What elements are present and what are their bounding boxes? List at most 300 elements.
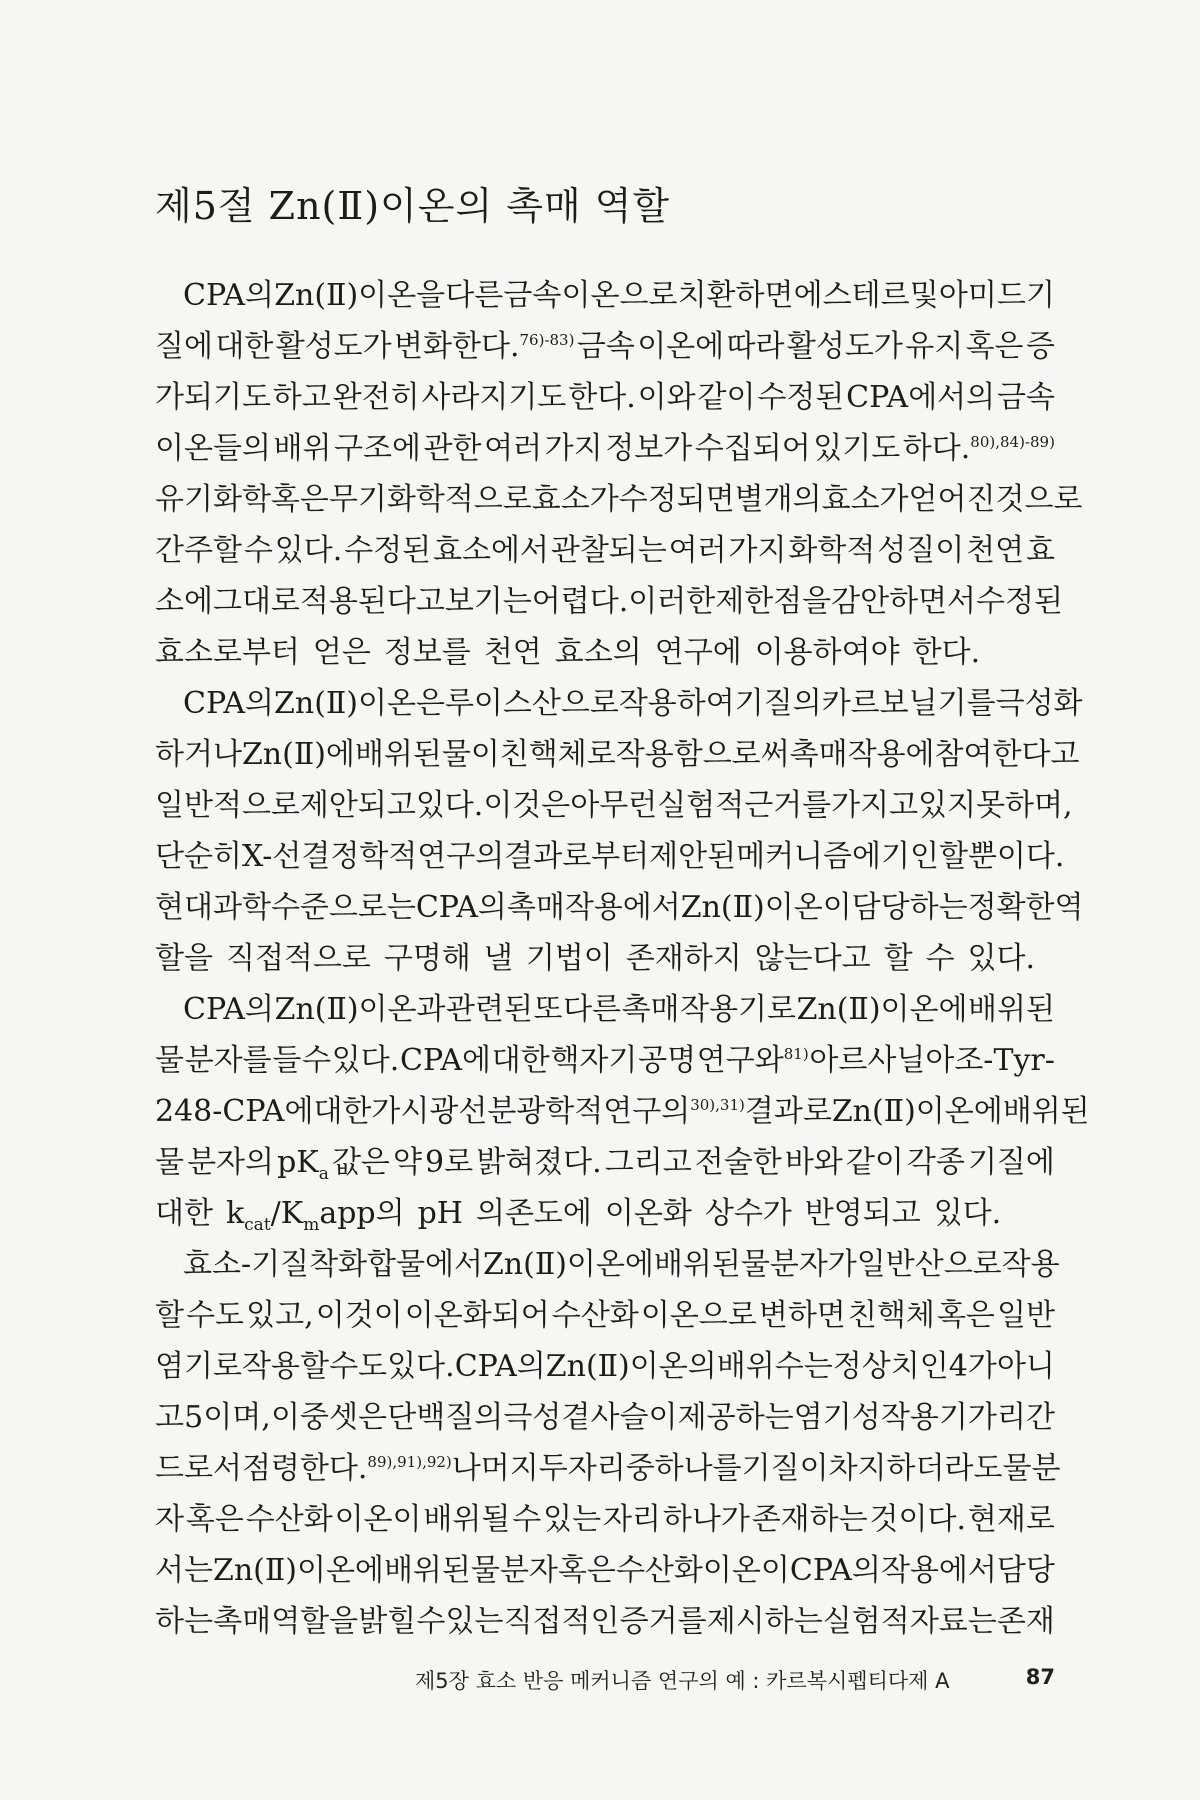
word: 못하며, [976, 788, 1073, 823]
word: 정상치인 [832, 1349, 949, 1384]
word: 효소의 [554, 635, 642, 670]
text-line [155, 831, 1065, 882]
word: 일반적으로 [155, 788, 300, 823]
body-text [155, 270, 1090, 1647]
word: 일반 [856, 1247, 915, 1282]
word: 9로 [425, 1145, 474, 1180]
word: 구조에 [334, 431, 421, 466]
word: 배위 [273, 431, 332, 466]
word: 배위될 [423, 1502, 511, 1537]
word: 간주할 [155, 533, 242, 568]
word: 이온으로 [640, 1298, 757, 1333]
word: 착화합물에서 [309, 1247, 483, 1282]
word: 이온화 [604, 1196, 692, 1231]
word: 카르보닐기를 [821, 686, 996, 721]
word: 촉매작용에 [789, 737, 935, 772]
word: 실험적 [822, 1604, 910, 1639]
word: 효 [1026, 533, 1055, 568]
word: 수도 [186, 1298, 245, 1333]
text-line [155, 1392, 1055, 1443]
word: 루이스산으로 [444, 686, 619, 721]
word: 할을 [155, 941, 213, 976]
word: 연구의$^{30),31)}$ [603, 1094, 745, 1129]
word: CPA의 [415, 890, 507, 925]
word: 이온에 [637, 329, 725, 364]
word: 수준으로는 [270, 890, 416, 925]
word: 5이며, [184, 1400, 271, 1435]
word: 증거를 [619, 1604, 707, 1639]
word: 그대로 [212, 584, 300, 619]
word: 감안하면서 [831, 584, 977, 619]
word: 관찰되는 [550, 533, 667, 568]
word: 한다. [912, 635, 981, 670]
word: 두 [538, 1451, 568, 1486]
word: 아미드 [938, 278, 1026, 313]
word: 한다. [568, 380, 636, 415]
text-line [155, 1188, 1055, 1239]
text-line [155, 1341, 1055, 1392]
word: 효소에서 [433, 533, 549, 568]
text-line [155, 1596, 1055, 1647]
word: 완전히 [332, 380, 420, 415]
word: 작용기가 [880, 1400, 997, 1435]
word: 메커니즘에 [736, 839, 881, 874]
word: 물 [1002, 1451, 1032, 1486]
word: 대한 [155, 1196, 213, 1231]
word: 이것은 [483, 788, 571, 823]
word: CPA의 [789, 1553, 881, 1588]
word: 있는 [543, 1502, 602, 1537]
word: 또 [533, 992, 563, 1027]
word: 있다. [933, 1196, 1002, 1231]
word: 서는 [155, 1553, 213, 1588]
word: 혹은 [965, 329, 1024, 364]
word: 리간 [997, 1400, 1055, 1435]
word: 얻은 [312, 635, 371, 670]
word: 과학 [212, 890, 271, 925]
word: 작용하여 [618, 686, 735, 721]
word: 혹은 [936, 1298, 995, 1333]
word: 역 [1054, 890, 1084, 925]
text-line [155, 270, 1055, 321]
word: 하는 [155, 1604, 213, 1639]
word: 중 [625, 1451, 655, 1486]
text-line [155, 1137, 1055, 1188]
word: 소에 [155, 584, 213, 619]
word: 여러 [668, 533, 727, 568]
word: 있다. [967, 941, 1036, 976]
word: 뿐이다. [967, 839, 1065, 874]
word: 않는다고 [754, 941, 871, 976]
word: 현재로 [967, 1502, 1055, 1537]
word: 대한 [491, 1043, 550, 1078]
word: 물이 [441, 737, 500, 772]
word: 배위된 [653, 1247, 741, 1282]
word: 기법이 [525, 941, 613, 976]
text-line [155, 984, 1055, 1035]
text-line [155, 1290, 1055, 1341]
word: 분자가 [769, 1247, 857, 1282]
word: 낼 [483, 941, 513, 976]
word: 산으로 [914, 1247, 1002, 1282]
word: 하다.$^{80),84)-89)}$ [902, 431, 1055, 466]
word: 성질이 [877, 533, 965, 568]
word: 하나가 [662, 1502, 750, 1537]
word: 작용할 [242, 1349, 329, 1384]
word: 수 [243, 533, 273, 568]
word: 반영되고 [804, 1196, 921, 1231]
page-footer [415, 1665, 1055, 1695]
word: 자료는 [909, 1604, 997, 1639]
word: 이온으로 [561, 278, 678, 313]
word: 수정된 [976, 584, 1063, 619]
word: CPA의 [183, 992, 275, 1027]
word: 값은 [331, 1145, 390, 1180]
word: 이온화되어 [404, 1298, 550, 1333]
word: 분 [1031, 1451, 1061, 1486]
word: 나머지 [451, 1451, 539, 1486]
word: 배위수는 [716, 1349, 833, 1384]
word: 극성화 [995, 686, 1083, 721]
word: 곁사슬이 [561, 1400, 678, 1435]
text-line [155, 474, 1083, 525]
word: 물 [470, 1553, 500, 1588]
word: 기질이 [741, 1451, 829, 1486]
word: 있고, [246, 1298, 314, 1333]
word: 여러 [484, 431, 543, 466]
word: Zn(Ⅱ)이온에 [213, 1553, 384, 1588]
word: 이것이 [315, 1298, 403, 1333]
word: 가지 [544, 431, 603, 466]
word: 촉매작용에서 [506, 890, 681, 925]
word: 유지 [905, 329, 964, 364]
word: 가시광선 [371, 1094, 488, 1129]
word: 수 [925, 941, 955, 976]
word: 하나를 [654, 1451, 742, 1486]
word: 친핵체 [847, 1298, 935, 1333]
word: 보기는 [444, 584, 532, 619]
text-line [155, 576, 1063, 627]
word: 바와 [784, 1145, 843, 1180]
word: 활성도가 [275, 329, 392, 364]
word: 사라지기도 [421, 380, 567, 415]
word: 248-CPA에 [155, 1094, 314, 1129]
word: 배위된 [383, 1553, 471, 1588]
word: 분자를 [184, 1043, 272, 1078]
word: 하거나 [155, 737, 242, 772]
word: 제한점을 [715, 584, 832, 619]
word: 기 [1025, 278, 1055, 313]
word: 수 [302, 1043, 332, 1078]
word: 근거를 [744, 788, 832, 823]
word: 직접적으로 [225, 941, 371, 976]
word: 이온이 [334, 1502, 422, 1537]
word: 차지하더라도 [828, 1451, 1003, 1486]
word: 분자 [499, 1553, 558, 1588]
word: X-선 [241, 839, 302, 874]
word: 전술한 [694, 1145, 782, 1180]
word: 참여한다고 [934, 737, 1080, 772]
word: 같이 [845, 1145, 904, 1180]
word: 점령한다.$^{89),91),92)}$ [241, 1451, 452, 1486]
word: 작용 [1001, 1247, 1060, 1282]
word: 결과로부터 [504, 839, 650, 874]
word: Zn(Ⅱ)이온을 [274, 278, 446, 313]
text-line [155, 372, 1055, 423]
word: 담당 [996, 1553, 1055, 1588]
word: 어렵다. [531, 584, 629, 619]
word: 자리 [603, 1502, 661, 1537]
text-line [155, 780, 1073, 831]
word: 기인할 [881, 839, 968, 874]
word: 이용하여야 [754, 635, 900, 670]
word: Zn(Ⅱ)에 [241, 737, 355, 772]
word: 가지고 [831, 788, 919, 823]
text-line [155, 882, 1084, 933]
text-line [155, 1239, 1060, 1290]
word: 들 [272, 1043, 302, 1078]
word: Zn(Ⅱ)이온에 [796, 992, 968, 1027]
text-line [155, 525, 1055, 576]
word: 제시하는 [706, 1604, 823, 1639]
word: pH [417, 1196, 463, 1231]
word: 있다. [387, 1349, 455, 1384]
word: 단순히 [155, 839, 242, 874]
word: 분자의 [187, 1145, 275, 1180]
word: 물 [155, 1145, 184, 1180]
word: 금속 [997, 380, 1055, 415]
word: 제안되고 [299, 788, 416, 823]
word: 담당하는 [851, 890, 968, 925]
text-line [155, 423, 1055, 474]
word: 효소로부터 [155, 635, 300, 670]
word: 치환하면 [677, 278, 794, 313]
word: 변하면 [758, 1298, 846, 1333]
word: 배위된 [968, 992, 1055, 1027]
word: CPA에 [400, 1043, 492, 1078]
page-number: 87 [1025, 1665, 1055, 1689]
word: 하고 [272, 380, 331, 415]
word: 배위된 [1002, 1094, 1090, 1129]
word: 효소가 [531, 482, 619, 517]
word: 연구에 [654, 635, 742, 670]
word: 같이 [697, 380, 756, 415]
word: 이온들의 [155, 431, 271, 466]
word: 고 [155, 1400, 184, 1435]
word: 변화한다.$^{76)-83)}$ [394, 329, 575, 364]
word: CPA에서의 [846, 380, 996, 415]
word: 기질의 [734, 686, 822, 721]
word: 수정된 [757, 380, 845, 415]
word: 무기화학적으로 [328, 482, 532, 517]
word: 연구의 [417, 839, 505, 874]
word: 혹은 [557, 1553, 616, 1588]
word: 4가 [948, 1349, 997, 1384]
word: CPA의 [183, 278, 275, 313]
word: 수산화 [245, 1502, 333, 1537]
word: 가지 [728, 533, 787, 568]
word: 자리 [567, 1451, 626, 1486]
word: 및 [909, 278, 939, 313]
word: Zn(Ⅱ)이온의 [545, 1349, 717, 1384]
word: 수도 [329, 1349, 388, 1384]
text-line [155, 321, 1055, 372]
word: 약 [392, 1145, 422, 1180]
word: 정보를 [383, 635, 471, 670]
word: 이러한 [628, 584, 716, 619]
text-line [155, 1035, 1055, 1086]
word: 수산화 [551, 1298, 639, 1333]
word: 효소-기질 [183, 1247, 310, 1282]
word: 제공하는 [677, 1400, 794, 1435]
word: 수집되어 [694, 431, 811, 466]
word: 적용된다고 [299, 584, 445, 619]
word: 작용기로 [680, 992, 797, 1027]
text-line [155, 1545, 1055, 1596]
word: 금속 [503, 278, 562, 313]
word: 대한 [313, 1094, 372, 1129]
word: 핵자기 [550, 1043, 638, 1078]
word: 정보가 [605, 431, 693, 466]
word: 관한 [423, 431, 482, 466]
word: 다른 [445, 278, 504, 313]
word: 할 [155, 1298, 184, 1333]
word: 분광학적 [487, 1094, 604, 1129]
word: 에스테르 [793, 278, 910, 313]
word: 있는 [445, 1604, 504, 1639]
text-line [155, 1086, 1090, 1137]
word: 기질에 [967, 1145, 1055, 1180]
text-line [155, 678, 1083, 729]
word: 염기로 [155, 1349, 242, 1384]
word: 따라 [726, 329, 785, 364]
word: 구명해 [383, 941, 471, 976]
word: 극성 [503, 1400, 562, 1435]
section-heading: 제5절 Zn(Ⅱ)이온의 촉매 역할 [155, 184, 671, 228]
word: 천연 [483, 635, 542, 670]
word: CPA의 [183, 686, 275, 721]
word: 대한 [215, 329, 274, 364]
word: Zn(Ⅱ)이온과 [274, 992, 446, 1027]
word: 천연 [966, 533, 1025, 568]
word: 혹은 [185, 1502, 244, 1537]
word: 상수가 [704, 1196, 792, 1231]
word: 활성도가 [786, 329, 903, 364]
text-line [155, 1494, 1055, 1545]
word: 혹은 [270, 482, 329, 517]
word: 그리고 [604, 1145, 692, 1180]
word: 할 [883, 941, 913, 976]
word: 질에 [155, 329, 213, 364]
word: 제안된 [649, 839, 737, 874]
text-line [155, 933, 1055, 984]
word: 이와 [637, 380, 696, 415]
word: 이중 [270, 1400, 329, 1435]
word: 물 [155, 1043, 184, 1078]
word: Zn(Ⅱ)이온에 [482, 1247, 654, 1282]
word: 있다. [331, 1043, 400, 1078]
word: 물 [740, 1247, 770, 1282]
word: 촉매 [213, 1604, 272, 1639]
word: 아무런 [570, 788, 658, 823]
word: 밝혀졌다. [476, 1145, 602, 1180]
word: 공명 [638, 1043, 697, 1078]
word: 작용에서 [880, 1553, 997, 1588]
word: 유기화학 [155, 482, 271, 517]
word: 것이다. [869, 1502, 966, 1537]
word: 가되기도 [155, 380, 271, 415]
word: 역할을 [271, 1604, 359, 1639]
word: 연구와$^{81)}$ [696, 1043, 809, 1078]
word: 실험적 [657, 788, 745, 823]
word: 작용함으로써 [615, 737, 790, 772]
text-line [155, 729, 1080, 780]
word: 있기도 [813, 431, 901, 466]
word: Zn(Ⅱ)이온은 [274, 686, 445, 721]
word: 일반 [997, 1298, 1055, 1333]
word: 아르사닐아조-Tyr- [809, 1043, 1055, 1078]
word: 의존도에 [475, 1196, 592, 1231]
word: Zn(Ⅱ)이온에 [831, 1094, 1003, 1129]
word: 효소가 [821, 482, 909, 517]
word: Zn(Ⅱ)이온이 [680, 890, 852, 925]
running-title: 제5장 효소 반응 메커니즘 연구의 예 : 카르복시펩티다제 A [415, 1669, 950, 1693]
word: 금속 [576, 329, 635, 364]
word: 아니 [996, 1349, 1055, 1384]
word: 결과로 [744, 1094, 832, 1129]
word: 수 [512, 1502, 542, 1537]
word: 직접적인 [503, 1604, 620, 1639]
word: 존재하는 [751, 1502, 868, 1537]
word: 수정되면 [618, 482, 735, 517]
word: 각종 [906, 1145, 965, 1180]
word: 화학적 [788, 533, 876, 568]
word: 수정된 [344, 533, 432, 568]
word: 별개의 [734, 482, 822, 517]
word: 증 [1025, 329, 1055, 364]
word: 존재하지 [625, 941, 742, 976]
word: 수 [416, 1604, 446, 1639]
word: 결정학적 [301, 839, 418, 874]
word: 다른 [563, 992, 622, 1027]
word: 셋은 [329, 1400, 388, 1435]
word: 있다. [415, 788, 484, 823]
word: 배위된 [354, 737, 442, 772]
word: 드로서 [155, 1451, 242, 1486]
word: 현대 [155, 890, 213, 925]
word: 정확한 [967, 890, 1055, 925]
word: $pK_a$ [277, 1145, 329, 1184]
word: 촉매 [621, 992, 680, 1027]
word: $k_{cat}/K_mapp$의 [225, 1196, 405, 1235]
text-line [155, 1443, 1061, 1494]
word: 있지 [918, 788, 977, 823]
word: 존재 [996, 1604, 1055, 1639]
word: CPA의 [454, 1349, 546, 1384]
word: 것으로 [995, 482, 1083, 517]
text-line [155, 627, 1055, 678]
word: 친핵체로 [499, 737, 616, 772]
word: 이온이 [702, 1553, 790, 1588]
word: 관련된 [446, 992, 533, 1027]
word: 밝힐 [358, 1604, 417, 1639]
word: 있다. [274, 533, 343, 568]
word: 자 [155, 1502, 184, 1537]
word: 단백질의 [387, 1400, 504, 1435]
word: 얻어진 [908, 482, 996, 517]
word: 수산화 [615, 1553, 703, 1588]
word: 염기성 [793, 1400, 881, 1435]
